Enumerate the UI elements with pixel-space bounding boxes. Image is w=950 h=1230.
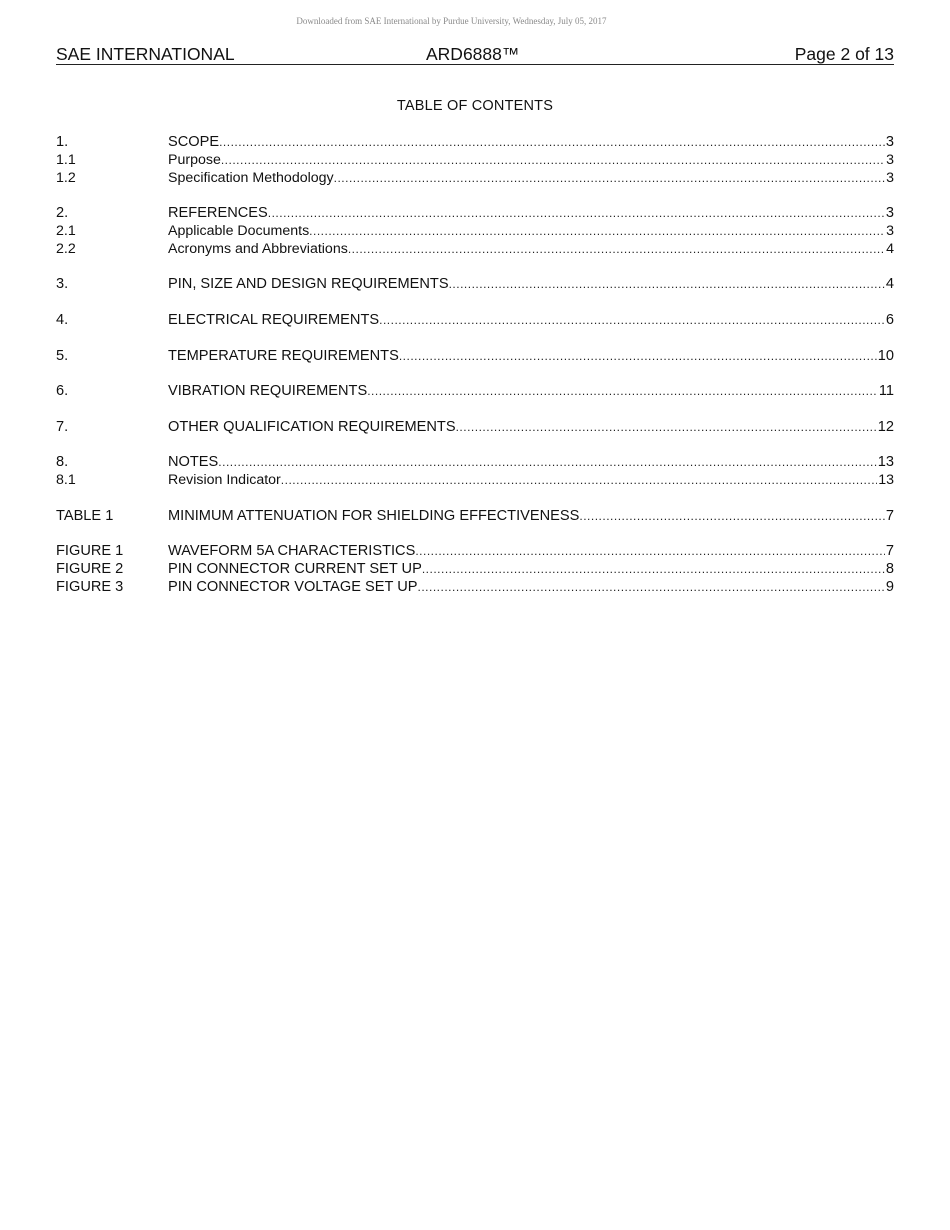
toc-entry-page: 11	[878, 383, 894, 400]
toc-entry-number: 1.	[56, 134, 69, 150]
toc-entry[interactable]	[56, 134, 894, 152]
toc-entry-page: 4	[886, 240, 894, 257]
toc-entry-page: 3	[886, 151, 894, 168]
toc-entry[interactable]	[56, 170, 894, 188]
toc-dot-leader	[367, 384, 878, 398]
toc-entry[interactable]	[56, 419, 894, 437]
toc-title: TABLE OF CONTENTS	[396, 98, 554, 114]
toc-dot-leader	[456, 420, 877, 434]
toc-entry-page: 4	[885, 276, 894, 293]
toc-entry-line	[168, 170, 894, 186]
toc-dot-leader	[418, 580, 885, 594]
toc-dot-leader	[309, 224, 885, 238]
toc-entry[interactable]	[56, 223, 894, 241]
toc-entry-number: 6.	[56, 383, 69, 400]
toc-entry[interactable]	[56, 472, 894, 490]
toc-entry-title[interactable]: Applicable Documents	[168, 222, 310, 239]
toc-entry-page: 8	[885, 561, 894, 578]
toc-dot-leader	[449, 277, 885, 291]
toc-dot-leader	[334, 171, 885, 185]
toc-entry-line	[168, 579, 894, 595]
toc-entry-title[interactable]: PIN CONNECTOR CURRENT SET UP	[168, 561, 422, 578]
toc-entry-page: 7	[885, 543, 894, 560]
toc-entry-page: 3	[886, 169, 894, 186]
toc-dot-leader	[579, 509, 885, 523]
toc-entry[interactable]	[56, 579, 894, 597]
toc-entry-line	[168, 472, 894, 488]
toc-entry[interactable]	[56, 348, 894, 366]
toc-dot-leader	[415, 544, 885, 558]
toc-entry-number: 2.2	[56, 240, 76, 257]
toc-entry-line	[168, 312, 894, 328]
toc-entry-title[interactable]: SCOPE	[168, 134, 220, 150]
toc-entry-page: 12	[877, 418, 894, 435]
header-document-number: ARD6888™	[426, 44, 520, 64]
table-of-contents	[56, 134, 894, 597]
toc-entry-line	[168, 561, 894, 577]
toc-entry-page: 10	[877, 347, 894, 364]
toc-entry[interactable]	[56, 241, 894, 259]
toc-entry-title[interactable]: WAVEFORM 5A CHARACTERISTICS	[168, 543, 416, 560]
toc-entry-title[interactable]: NOTES	[168, 454, 219, 471]
toc-entry-title[interactable]: TEMPERATURE REQUIREMENTS	[168, 347, 399, 364]
header-organization: SAE INTERNATIONAL	[56, 44, 235, 64]
toc-entry[interactable]	[56, 383, 894, 401]
toc-entry-title[interactable]: MINIMUM ATTENUATION FOR SHIELDING EFFECTIVENESS	[168, 507, 580, 524]
toc-entry-page: 13	[877, 454, 894, 471]
toc-entry-number: FIGURE 1	[56, 543, 124, 560]
toc-entry-title[interactable]: OTHER QUALIFICATION REQUIREMENTS	[168, 418, 456, 435]
toc-dot-leader	[218, 455, 876, 469]
toc-entry-number: 5.	[56, 347, 69, 364]
toc-entry-number: TABLE 1	[56, 507, 114, 524]
toc-dot-leader	[221, 153, 885, 167]
toc-entry-page: 9	[885, 578, 894, 595]
toc-entry-title[interactable]: REFERENCES	[168, 205, 268, 222]
toc-entry-title[interactable]: VIBRATION REQUIREMENTS	[168, 383, 368, 400]
toc-entry-title[interactable]: PIN, SIZE AND DESIGN REQUIREMENTS	[168, 276, 449, 293]
download-watermark: Downloaded from SAE International by Purdue University, Wednesday, July 05, 2017	[296, 16, 607, 26]
toc-entry[interactable]	[56, 561, 894, 579]
toc-entry-line	[168, 383, 894, 399]
toc-entry[interactable]	[56, 508, 894, 526]
toc-entry-number: 1.2	[56, 169, 76, 186]
toc-entry-line	[168, 419, 894, 435]
toc-entry-title[interactable]: Specification Methodology	[168, 169, 334, 186]
page-header	[56, 44, 894, 65]
toc-entry-number: 8.	[56, 454, 69, 471]
toc-entry-title[interactable]: ELECTRICAL REQUIREMENTS	[168, 311, 380, 328]
toc-entry-title[interactable]: PIN CONNECTOR VOLTAGE SET UP	[168, 578, 418, 595]
toc-dot-leader	[268, 206, 885, 220]
toc-entry-page: 13	[878, 472, 894, 489]
toc-entry-line	[168, 223, 894, 239]
toc-dot-leader	[399, 349, 877, 363]
toc-dot-leader	[379, 313, 885, 327]
toc-entry-number: 7.	[56, 418, 69, 435]
toc-entry-page: 6	[885, 311, 894, 328]
toc-entry-page: 3	[885, 205, 894, 222]
toc-entry[interactable]	[56, 312, 894, 330]
toc-entry-title[interactable]: Purpose	[168, 151, 221, 168]
toc-entry-page: 3	[885, 134, 894, 150]
toc-entry[interactable]	[56, 152, 894, 170]
toc-entry[interactable]	[56, 205, 894, 223]
toc-entry-page: 7	[885, 507, 894, 524]
toc-entry-number: 8.1	[56, 472, 76, 489]
toc-entry-line	[168, 348, 894, 364]
toc-entry-line	[168, 276, 894, 292]
toc-entry-line	[168, 152, 894, 168]
toc-entry-number: 3.	[56, 276, 69, 293]
toc-entry-title[interactable]: Acronyms and Abbreviations	[168, 240, 348, 257]
toc-entry-line	[168, 134, 894, 150]
toc-dot-leader	[281, 473, 877, 487]
toc-entry-line	[168, 543, 894, 559]
toc-entry-number: 2.	[56, 205, 69, 222]
toc-dot-leader	[219, 135, 885, 149]
toc-entry-number: FIGURE 2	[56, 561, 124, 578]
toc-entry[interactable]	[56, 276, 894, 294]
toc-dot-leader	[422, 562, 885, 576]
header-page-number: Page 2 of 13	[794, 44, 894, 64]
toc-entry-number: 2.1	[56, 222, 76, 239]
toc-entry-number: 4.	[56, 311, 69, 328]
toc-entry-number: 1.1	[56, 151, 76, 168]
toc-entry-title[interactable]: Revision Indicator	[168, 472, 281, 489]
toc-entry-page: 3	[886, 222, 894, 239]
toc-entry[interactable]	[56, 543, 894, 561]
toc-entry[interactable]	[56, 454, 894, 472]
toc-entry-number: FIGURE 3	[56, 578, 124, 595]
toc-entry-line	[168, 241, 894, 257]
toc-entry-line	[168, 205, 894, 221]
toc-entry-line	[168, 508, 894, 524]
toc-entry-line	[168, 454, 894, 470]
toc-dot-leader	[348, 242, 885, 256]
